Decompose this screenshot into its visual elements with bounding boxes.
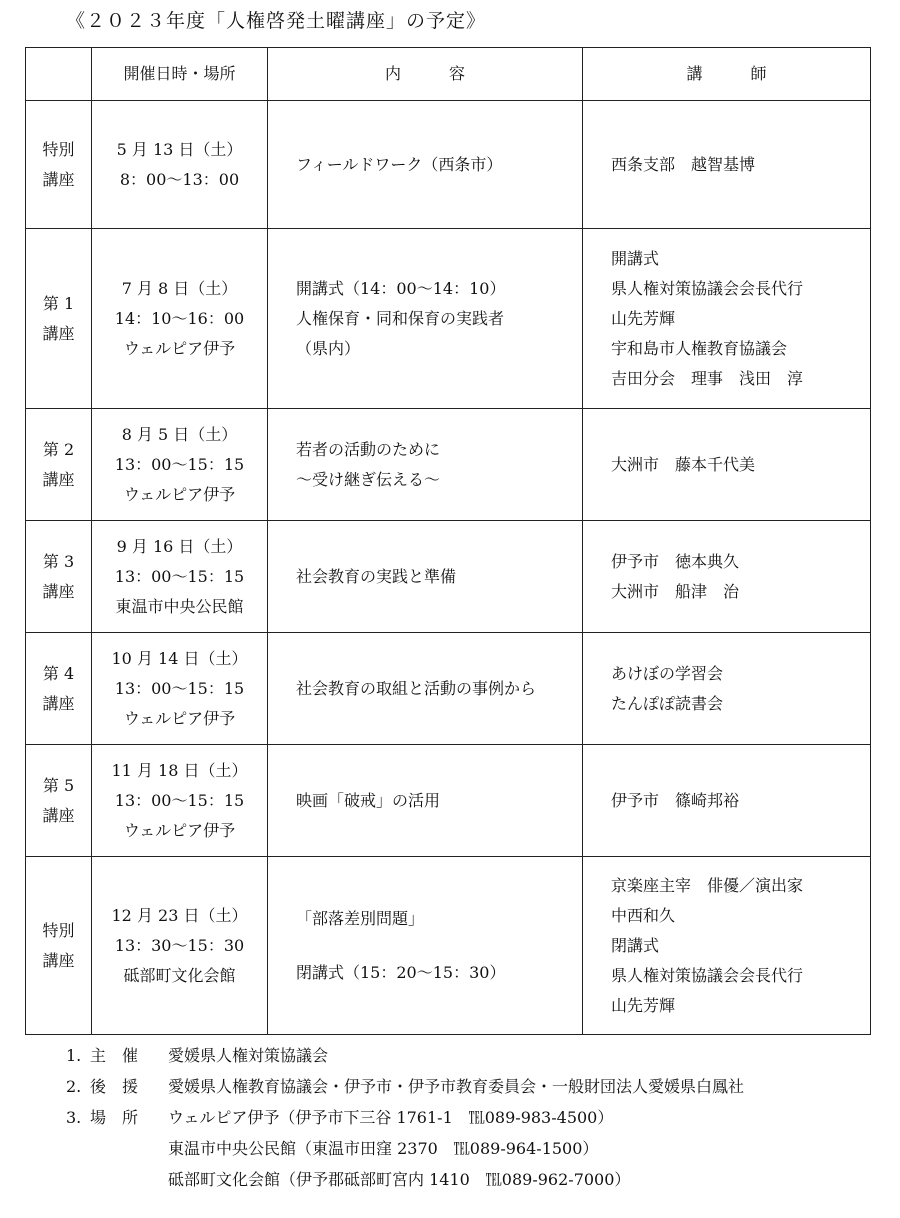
course-name-line: 第 1 bbox=[42, 293, 75, 313]
course-content bbox=[268, 409, 583, 521]
venue-line: ウェルピア伊予 bbox=[123, 708, 236, 728]
lecturer-line: 伊予市 徳本典久 bbox=[611, 551, 740, 571]
course-name-line: 特別 bbox=[42, 139, 75, 159]
course-name-line: 第 3 bbox=[42, 551, 75, 571]
course-datetime bbox=[92, 101, 268, 229]
note-venues bbox=[66, 1102, 744, 1133]
course-content bbox=[268, 633, 583, 745]
note-number: 2. bbox=[66, 1077, 82, 1096]
lecturer-line: 大洲市 船津 治 bbox=[611, 581, 740, 601]
time-line: 13：30〜15：30 bbox=[114, 935, 245, 955]
venue-line: 砥部町文化会館 bbox=[123, 965, 236, 985]
note-text: ウェルピア伊予（伊予市下三谷 1761-1 ℡089-983-4500） bbox=[168, 1108, 614, 1127]
note-venue-toon: 東温市中央公民館（東温市田窪 2370 ℡089-964-1500） bbox=[168, 1139, 599, 1158]
course-name bbox=[26, 857, 92, 1035]
course-name bbox=[26, 409, 92, 521]
note-label: 主 催 bbox=[90, 1046, 139, 1065]
course-lecturer bbox=[583, 409, 871, 521]
time-line: 13：00〜15：15 bbox=[114, 678, 245, 698]
course-content bbox=[268, 857, 583, 1035]
course-name-line: 第 5 bbox=[42, 775, 75, 795]
note-label: 後 援 bbox=[90, 1077, 139, 1096]
content-line: 映画「破戒」の活用 bbox=[296, 790, 441, 810]
lecturer-line: 県人権対策協議会会長代行 bbox=[611, 278, 804, 298]
table-row bbox=[26, 409, 871, 521]
course-name bbox=[26, 229, 92, 409]
document-title: 《２０２３年度「人権啓発土曜講座」の予定》 bbox=[66, 10, 487, 32]
content-line: （県内） bbox=[296, 338, 361, 358]
course-lecturer bbox=[583, 101, 871, 229]
content-line: 社会教育の実践と準備 bbox=[296, 566, 457, 586]
course-datetime bbox=[92, 409, 268, 521]
content-line: フィールドワーク（西条市） bbox=[296, 154, 503, 174]
course-name-line: 第 2 bbox=[42, 439, 75, 459]
course-lecturer bbox=[583, 857, 871, 1035]
course-name bbox=[26, 633, 92, 745]
date-line: 10 月 14 日（土） bbox=[111, 648, 248, 668]
time-line: 13：00〜15：15 bbox=[114, 790, 245, 810]
course-name-line: 講座 bbox=[42, 581, 75, 601]
course-content bbox=[268, 745, 583, 857]
venue-line: ウェルピア伊予 bbox=[123, 484, 236, 504]
content-line: 人権保育・同和保育の実践者 bbox=[296, 308, 505, 328]
course-content bbox=[268, 101, 583, 229]
content-line: 開講式（14：00〜14：10） bbox=[296, 278, 506, 298]
content-line: 〜受け継ぎ伝える〜 bbox=[296, 469, 441, 489]
course-content bbox=[268, 521, 583, 633]
note-text: 愛媛県人権教育協議会・伊予市・伊予市教育委員会・一般財団法人愛媛県白鳳社 bbox=[168, 1077, 745, 1096]
table-row bbox=[26, 857, 871, 1035]
table-row bbox=[26, 745, 871, 857]
venue-line: 東温市中央公民館 bbox=[115, 596, 244, 616]
time-line: 14：10〜16：00 bbox=[114, 308, 245, 328]
content-line: 「部落差別問題」 bbox=[296, 908, 425, 928]
course-datetime bbox=[92, 745, 268, 857]
lecturer-line: 西条支部 越智基博 bbox=[611, 154, 756, 174]
header-datetime: 開催日時・場所 bbox=[92, 48, 268, 101]
time-line: 13：00〜15：15 bbox=[114, 454, 245, 474]
header-content: 内 容 bbox=[268, 48, 583, 101]
course-lecturer bbox=[583, 229, 871, 409]
date-line: 9 月 16 日（土） bbox=[116, 536, 243, 556]
lecturer-line: 京楽座主宰 俳優／演出家 bbox=[611, 875, 804, 895]
lecturer-line: 県人権対策協議会会長代行 bbox=[611, 965, 804, 985]
lecturer-line: 開講式 bbox=[611, 248, 660, 268]
course-name-line: 講座 bbox=[42, 469, 75, 489]
course-datetime bbox=[92, 521, 268, 633]
course-name-line: 特別 bbox=[42, 920, 75, 940]
date-line: 5 月 13 日（土） bbox=[116, 139, 243, 159]
lecturer-line: たんぽぽ読書会 bbox=[611, 693, 724, 713]
schedule-table bbox=[25, 47, 871, 1035]
note-venue-tobe: 砥部町文化会館（伊予郡砥部町宮内 1410 ℡089-962-7000） bbox=[168, 1170, 631, 1189]
course-lecturer bbox=[583, 521, 871, 633]
table-header-row bbox=[26, 48, 871, 101]
note-text: 愛媛県人権対策協議会 bbox=[168, 1046, 329, 1065]
course-datetime bbox=[92, 857, 268, 1035]
course-lecturer bbox=[583, 633, 871, 745]
table-row bbox=[26, 101, 871, 229]
course-name-line: 講座 bbox=[42, 693, 75, 713]
venue-line: ウェルピア伊予 bbox=[123, 820, 236, 840]
notes-section bbox=[66, 1040, 744, 1195]
time-line: 8：00〜13：00 bbox=[119, 169, 240, 189]
course-name bbox=[26, 745, 92, 857]
lecturer-line: あけぼの学習会 bbox=[611, 663, 724, 683]
lecturer-line: 閉講式 bbox=[611, 935, 660, 955]
lecturer-line: 山先芳輝 bbox=[611, 995, 676, 1015]
course-name-line: 第 4 bbox=[42, 663, 75, 683]
lecturer-line: 中西和久 bbox=[611, 905, 676, 925]
table-row bbox=[26, 521, 871, 633]
header-lecturer: 講 師 bbox=[583, 48, 871, 101]
course-name bbox=[26, 521, 92, 633]
table-row bbox=[26, 633, 871, 745]
course-lecturer bbox=[583, 745, 871, 857]
note-label: 場 所 bbox=[90, 1108, 139, 1127]
content-line: 閉講式（15：20〜15：30） bbox=[296, 962, 506, 982]
course-content bbox=[268, 229, 583, 409]
course-name-line: 講座 bbox=[42, 950, 75, 970]
lecturer-line: 大洲市 藤本千代美 bbox=[611, 454, 756, 474]
date-line: 11 月 18 日（土） bbox=[111, 760, 248, 780]
date-line: 8 月 5 日（土） bbox=[121, 424, 238, 444]
course-name-line: 講座 bbox=[42, 323, 75, 343]
date-line: 7 月 8 日（土） bbox=[121, 278, 238, 298]
note-number: 1. bbox=[66, 1046, 82, 1065]
course-datetime bbox=[92, 633, 268, 745]
time-line: 13：00〜15：15 bbox=[114, 566, 245, 586]
note-supporters bbox=[66, 1071, 744, 1102]
lecturer-line: 伊予市 篠崎邦裕 bbox=[611, 790, 740, 810]
content-line: 若者の活動のために bbox=[296, 439, 441, 459]
course-name bbox=[26, 101, 92, 229]
lecturer-line: 宇和島市人権教育協議会 bbox=[611, 338, 788, 358]
venue-line: ウェルピア伊予 bbox=[123, 338, 236, 358]
course-datetime bbox=[92, 229, 268, 409]
note-number: 3. bbox=[66, 1108, 82, 1127]
date-line: 12 月 23 日（土） bbox=[111, 905, 248, 925]
lecturer-line: 山先芳輝 bbox=[611, 308, 676, 328]
table-row bbox=[26, 229, 871, 409]
course-name-line: 講座 bbox=[42, 805, 75, 825]
header-blank bbox=[26, 48, 92, 101]
note-organizer bbox=[66, 1040, 744, 1071]
lecturer-line: 吉田分会 理事 浅田 淳 bbox=[611, 368, 804, 388]
course-name-line: 講座 bbox=[42, 169, 75, 189]
content-line: 社会教育の取組と活動の事例から bbox=[296, 678, 537, 698]
